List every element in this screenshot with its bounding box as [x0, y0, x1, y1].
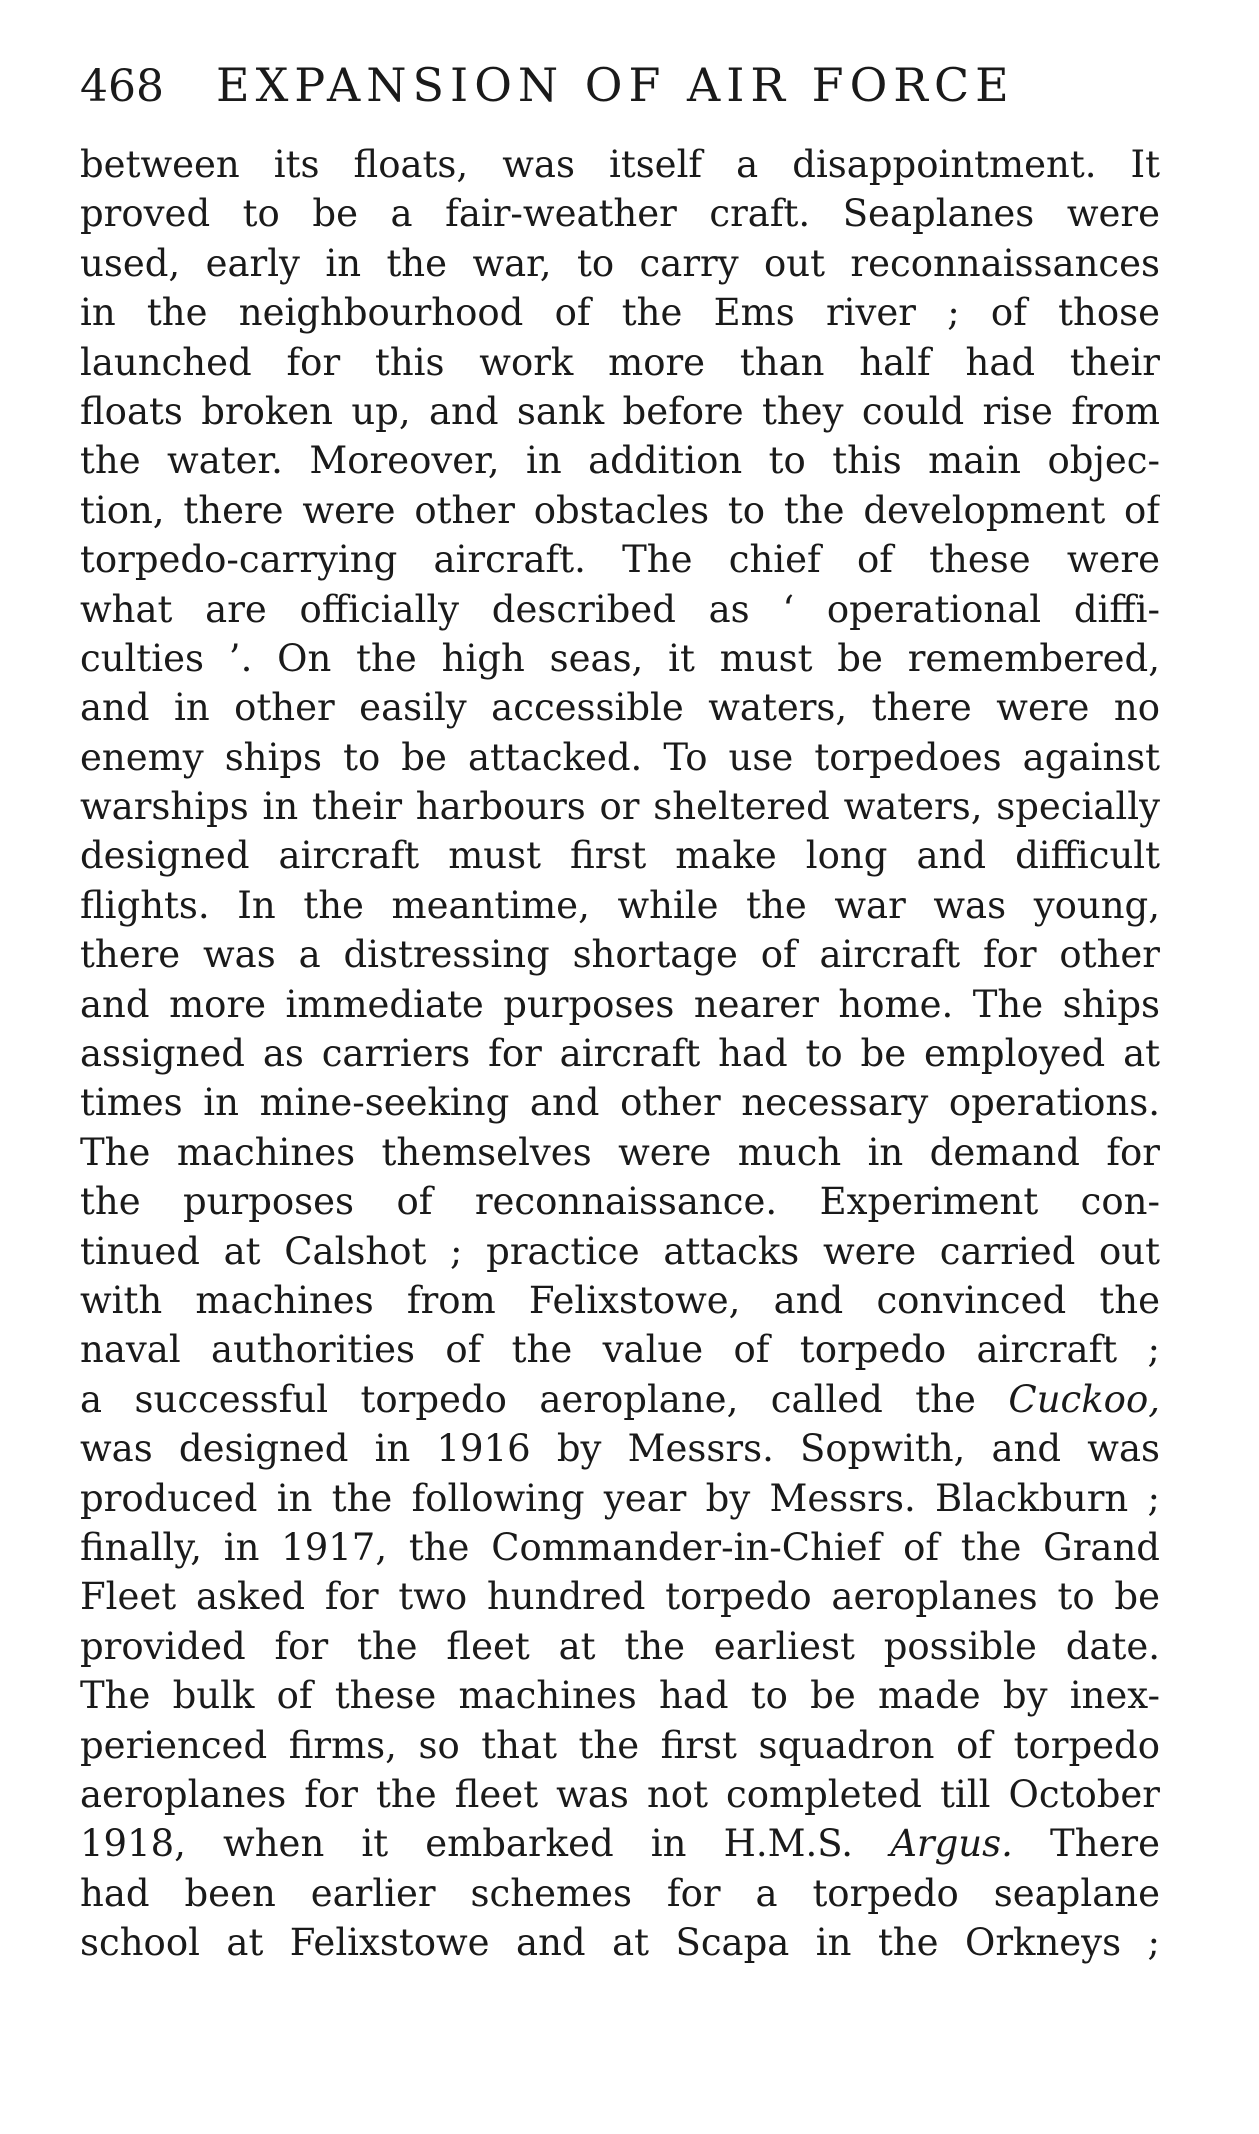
text-line: aeroplanes for the fleet was not completed till October [80, 1772, 1160, 1816]
text-line: provided for the fleet at the earliest possible date. [80, 1624, 1160, 1668]
text-line: proved to be a fair-weather craft. Seaplanes were [80, 192, 1160, 236]
text-line: naval authorities of the value of torpedo aircraft ; [80, 1328, 1160, 1372]
text-line: there was a distressing shortage of aircraft for other [80, 933, 1160, 977]
text-line: floats broken up, and sank before they could rise from [80, 389, 1160, 433]
text-line: in the neighbourhood of the Ems river ; of those [80, 291, 1160, 335]
text-line: between its floats, was itself a disappointment. It [80, 143, 1160, 186]
text-segment: 1918, when it embarked in H.M.S. [80, 1822, 891, 1866]
text-segment: a successful torpedo aeroplane, called the [80, 1377, 1009, 1421]
running-title: EXPANSION OF AIR FORCE [215, 58, 1015, 112]
text-line: and more immediate purposes nearer home. The ships [80, 982, 1160, 1026]
text-line: tion, there were other obstacles to the development of [80, 488, 1160, 532]
page-number: 468 [80, 61, 164, 112]
text-line: warships in their harbours or sheltered waters, specially [80, 785, 1160, 829]
body-text [80, 140, 1160, 1967]
text-line: The bulk of these machines had to be made by inex- [80, 1674, 1160, 1718]
text-line [80, 1819, 1160, 1868]
text-line: enemy ships to be attacked. To use torpedoes against [80, 735, 1160, 779]
text-line: what are officially described as ‘ operational diffi- [80, 587, 1160, 631]
text-line: used, early in the war, to carry out reconnaissances [80, 241, 1160, 285]
italic-name: Argus. [890, 1822, 1013, 1866]
text-line: with machines from Felixstowe, and convinced the [80, 1278, 1160, 1322]
text-line: assigned as carriers for aircraft had to be employed at [80, 1032, 1160, 1076]
text-line: the water. Moreover, in addition to this main objec- [80, 439, 1160, 483]
text-line: finally, in 1917, the Commander-in-Chief of the Grand [80, 1525, 1160, 1569]
text-line: culties ’. On the high seas, it must be remembered, [80, 636, 1160, 680]
text-line: designed aircraft must first make long and difficult [80, 834, 1160, 878]
text-line [80, 1375, 1160, 1424]
text-line: The machines themselves were much in demand for [80, 1130, 1160, 1174]
text-line: and in other easily accessible waters, there were no [80, 686, 1160, 730]
italic-name: Cuckoo, [1008, 1377, 1160, 1421]
text-line: times in mine-seeking and other necessary operations. [80, 1081, 1160, 1125]
text-line: the purposes of reconnaissance. Experiment con- [80, 1180, 1160, 1224]
text-line: perienced firms, so that the first squadron of torpedo [80, 1723, 1160, 1767]
text-line: produced in the following year by Messrs. Blackburn ; [80, 1476, 1160, 1520]
text-line: tinued at Calshot ; practice attacks were carried out [80, 1229, 1160, 1273]
running-head [80, 58, 1015, 120]
text-line: launched for this work more than half had their [80, 340, 1160, 384]
text-line: had been earlier schemes for a torpedo seaplane [80, 1871, 1160, 1915]
text-segment: There [1012, 1822, 1160, 1866]
text-line: was designed in 1916 by Messrs. Sopwith, and was [80, 1427, 1160, 1471]
text-line: school at Felixstowe and at Scapa in the Orkneys ; [80, 1921, 1160, 1965]
text-line: torpedo-carrying aircraft. The chief of these were [80, 538, 1160, 582]
text-line: flights. In the meantime, while the war was young, [80, 883, 1160, 927]
text-line: Fleet asked for two hundred torpedo aeroplanes to be [80, 1575, 1160, 1619]
